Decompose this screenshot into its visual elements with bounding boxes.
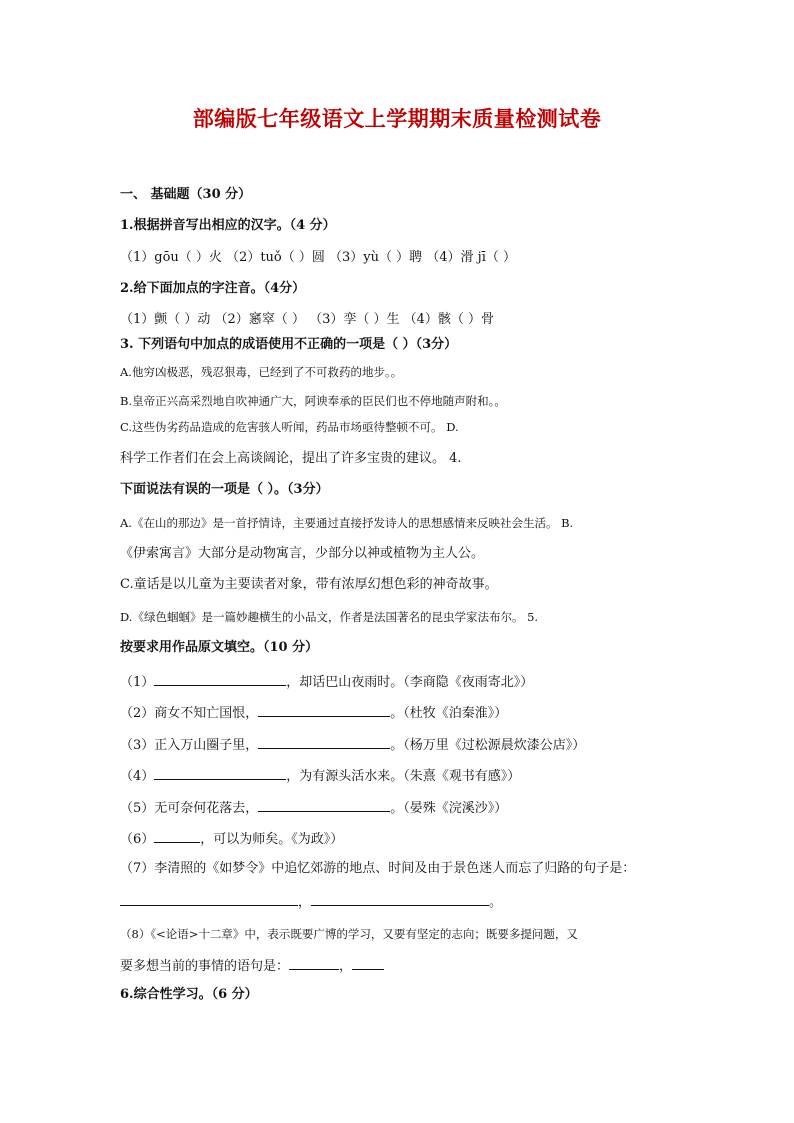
answer-blank[interactable]	[154, 828, 200, 843]
fill-item-5: （5）无可奈何花落去， 。（晏殊《浣溪沙》）	[120, 797, 507, 818]
fill-item-8-blanks: 要多想当前的事情的语句是： ，	[120, 955, 384, 976]
question-4-option-a: A.《在山的那边》是一首抒情诗，主要通过直接抒发诗人的思想感情来反映社会生活。 B.	[120, 516, 574, 530]
answer-blank[interactable]	[258, 797, 390, 812]
page-title: 部编版七年级语文上学期期末质量检测试卷	[192, 106, 602, 131]
answer-blank[interactable]	[154, 671, 286, 686]
fill-item-6: （6） ，可以为师矣。《为政》）	[120, 828, 343, 849]
question-1-items: （1）gōu（ ）火 （2）tuǒ（ ）圆 （3）yù（ ）聘 （4）滑 jī（ ）	[120, 250, 516, 265]
fill-item-7: （7）李清照的《如梦令》中追忆郊游的地点、时间及由于景色迷人而忘了归路的句子是：	[120, 861, 636, 876]
section-heading: 一、 基础题（30 分）	[120, 187, 252, 202]
answer-blank[interactable]	[258, 702, 390, 717]
fill-item-4: （4） ，为有源头活水来。（朱熹《观书有感》）	[120, 765, 520, 786]
answer-blank[interactable]	[352, 955, 384, 970]
question-6-heading: 6.综合性学习。（6 分）	[120, 987, 258, 1002]
fill-item-2: （2）商女不知亡国恨， 。（杜牧《泊秦淮》）	[120, 702, 507, 723]
question-3-option-b: B.皇帝正兴高采烈地自吹神通广大，阿谀奉承的臣民们也不停地随声附和。。	[120, 394, 506, 408]
question-1-heading: 1.根据拼音写出相应的汉字。（4 分）	[120, 218, 336, 233]
question-3-option-d: 科学工作者们在会上高谈阔论，提出了许多宝贵的建议。 4.	[120, 451, 462, 466]
fill-item-8: （8）《<论语>十二章》中，表示既要广博的学习，又要有坚定的志向；既要多提问题，又	[120, 927, 578, 941]
question-4-option-b: 《伊索寓言》大部分是动物寓言，少部分以神或植物为主人公。	[120, 546, 485, 561]
answer-blank[interactable]	[311, 891, 489, 906]
question-3-option-c: C.这些伪劣药品造成的危害骇人听闻，药品市场亟待整顿不可。 D.	[120, 420, 459, 434]
question-4-option-c: C.童话是以儿童为主要读者对象，带有浓厚幻想色彩的神奇故事。	[120, 577, 498, 592]
answer-blank[interactable]	[120, 891, 298, 906]
question-3-option-a: A.他穷凶极恶，残忍狠毒，已经到了不可救药的地步。。	[120, 365, 403, 379]
answer-blank[interactable]	[154, 765, 286, 780]
question-5-heading: 按要求用作品原文填空。（10 分）	[120, 640, 319, 655]
fill-item-1: （1） ，却话巴山夜雨时。（李商隐《夜雨寄北》）	[120, 671, 533, 692]
question-4-option-d: D.《绿色蝈蝈》是一篇妙趣横生的小品文，作者是法国著名的昆虫学家法布尔。 5.	[120, 610, 539, 624]
question-3-heading: 3. 下列语句中加点的成语使用不正确的一项是（ ）（3分）	[120, 337, 458, 352]
answer-blank[interactable]	[289, 955, 339, 970]
question-2-heading: 2.给下面加点的字注音。（4分）	[120, 281, 306, 296]
fill-item-3: （3）正入万山圈子里， 。（杨万里《过松源晨炊漆公店》）	[120, 734, 585, 755]
answer-blank[interactable]	[258, 734, 390, 749]
question-2-items: （1）颤（ ）动 （2）窸窣（ ） （3）孪（ ）生 （4）骸（ ）骨	[120, 312, 495, 327]
fill-item-7-blanks: ， 。	[120, 891, 502, 912]
question-4-heading: 下面说法有误的一项是（ ）。（3分）	[120, 482, 329, 497]
